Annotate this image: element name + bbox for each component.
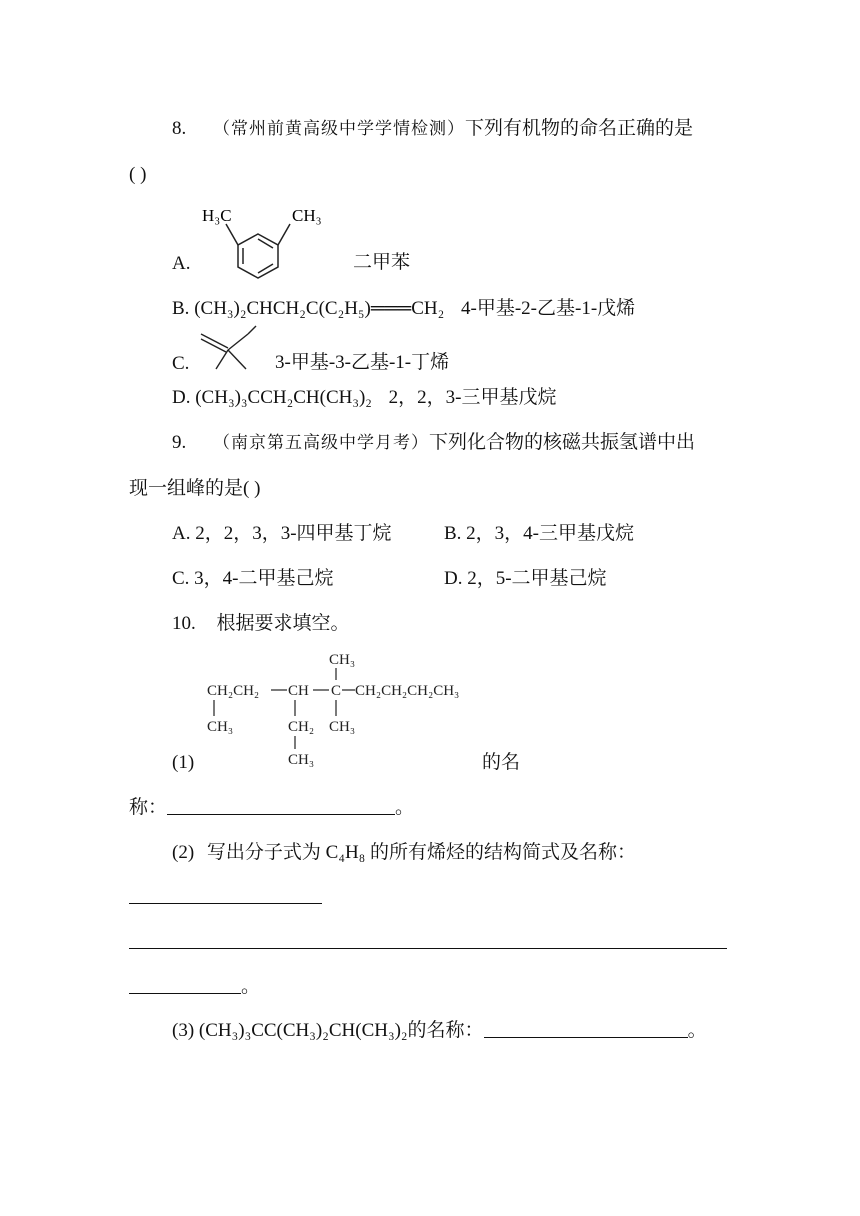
- q10-struct-sub-left: CH₃: [207, 719, 234, 735]
- q8-d-formula: (CH₃)₃CCH₂CH(CH₃)₂: [195, 387, 372, 408]
- q9-stem-line: [172, 431, 695, 455]
- q10-struct-main-left: CH₂CH₂: [207, 683, 260, 699]
- q10-struct-main-right: CH₂CH₂CH₂CH₃: [355, 683, 460, 699]
- q8-d-label: D.: [172, 387, 191, 408]
- q10-p1-answer-blank[interactable]: [167, 796, 395, 815]
- q8-b-line: [172, 297, 635, 321]
- q10-p1-prefix: 称：: [129, 797, 168, 818]
- q10-struct-sub-right: CH₃: [329, 719, 356, 735]
- q10-p2-blank-line2: [129, 930, 727, 954]
- q10-p1-line2: [129, 796, 414, 820]
- q8-answer-paren: ( ): [129, 164, 147, 185]
- q8-source: （常州前黄高级中学学情检测）: [213, 119, 465, 138]
- q8-d-line: [172, 386, 557, 410]
- q10-p2-line: [172, 841, 636, 865]
- q8-a-label: A.: [172, 253, 191, 274]
- q9-number: 9.: [172, 432, 187, 453]
- q10-p3-text: 的名称：: [407, 1020, 484, 1041]
- q10-p3-formula: (3) (CH₃)₃CC(CH₃)₂CH(CH₃)₂: [172, 1020, 408, 1041]
- q10-p2-text: 写出分子式为 C₄H₈ 的所有烯烃的结构简式及名称：: [206, 842, 637, 863]
- q10-struct-sub-mid: CH₂: [288, 719, 315, 735]
- q8-c-label: C.: [172, 353, 190, 374]
- q10-p3-answer-blank[interactable]: [484, 1019, 688, 1038]
- q8-a-ch3: CH₃: [292, 206, 322, 225]
- q8-a-structure: [190, 200, 350, 280]
- q10-p1-tail: 的名: [482, 752, 521, 773]
- q10-p2-end: 。: [241, 976, 261, 997]
- q10-stem: 根据要求填空。: [216, 613, 350, 634]
- q10-p3-end: 。: [687, 1020, 707, 1041]
- q8-stem-line: [172, 117, 693, 141]
- q10-p2-blank-line1: [129, 885, 322, 909]
- q9-stem-line1: 下列化合物的核磁共振氢谱中出: [429, 432, 696, 453]
- q10-p2-answer-blank-2[interactable]: [129, 930, 727, 949]
- q9-option-c: C. 3，4-二甲基己烷: [172, 568, 334, 589]
- q9-option-a: A. 2，2，3，3-四甲基丁烷: [172, 523, 392, 544]
- q8-b-formula: (CH₃)₂CHCH₂C(C₂H₅)═══CH₂: [194, 298, 445, 319]
- q10-struct-sub-bottom: CH₃: [288, 752, 315, 768]
- q10-structure: [205, 648, 495, 770]
- q8-number: 8.: [172, 118, 187, 139]
- q10-p2-label: (2): [172, 842, 195, 863]
- q10-p2-answer-blank-1[interactable]: [129, 885, 322, 904]
- q8-b-label: B.: [172, 298, 190, 319]
- q8-c-name: 3-甲基-3-乙基-1-丁烯: [275, 352, 450, 373]
- q10-p2-blank-line3: [129, 975, 260, 999]
- q10-p2-answer-blank-3[interactable]: [129, 975, 241, 994]
- q10-stem-line: [172, 612, 350, 636]
- q8-d-name: 2，2，3-三甲基戊烷: [388, 387, 557, 408]
- q10-struct-ch: CH: [288, 683, 309, 699]
- q8-b-name: 4-甲基-2-乙基-1-戊烯: [461, 298, 636, 319]
- q9-option-d: D. 2，5-二甲基己烷: [444, 568, 607, 589]
- q8-a-h3c: H₃C: [202, 206, 232, 225]
- q10-struct-c: C: [331, 683, 342, 699]
- q8-c-structure: [198, 326, 268, 374]
- q10-p3-line: [172, 1019, 707, 1043]
- q9-option-b: B. 2，3，4-三甲基戊烷: [444, 523, 635, 544]
- q9-source: （南京第五高级中学月考）: [213, 433, 429, 452]
- q10-number: 10.: [172, 613, 196, 634]
- q10-p1-label: (1): [172, 752, 195, 773]
- q9-stem-line2: 现一组峰的是( ): [129, 478, 261, 499]
- q10-struct-top-ch3: CH₃: [329, 652, 356, 668]
- q8-stem: 下列有机物的命名正确的是: [465, 118, 694, 139]
- q8-a-name: 二甲苯: [353, 252, 411, 273]
- q10-p1-end: 。: [395, 797, 415, 818]
